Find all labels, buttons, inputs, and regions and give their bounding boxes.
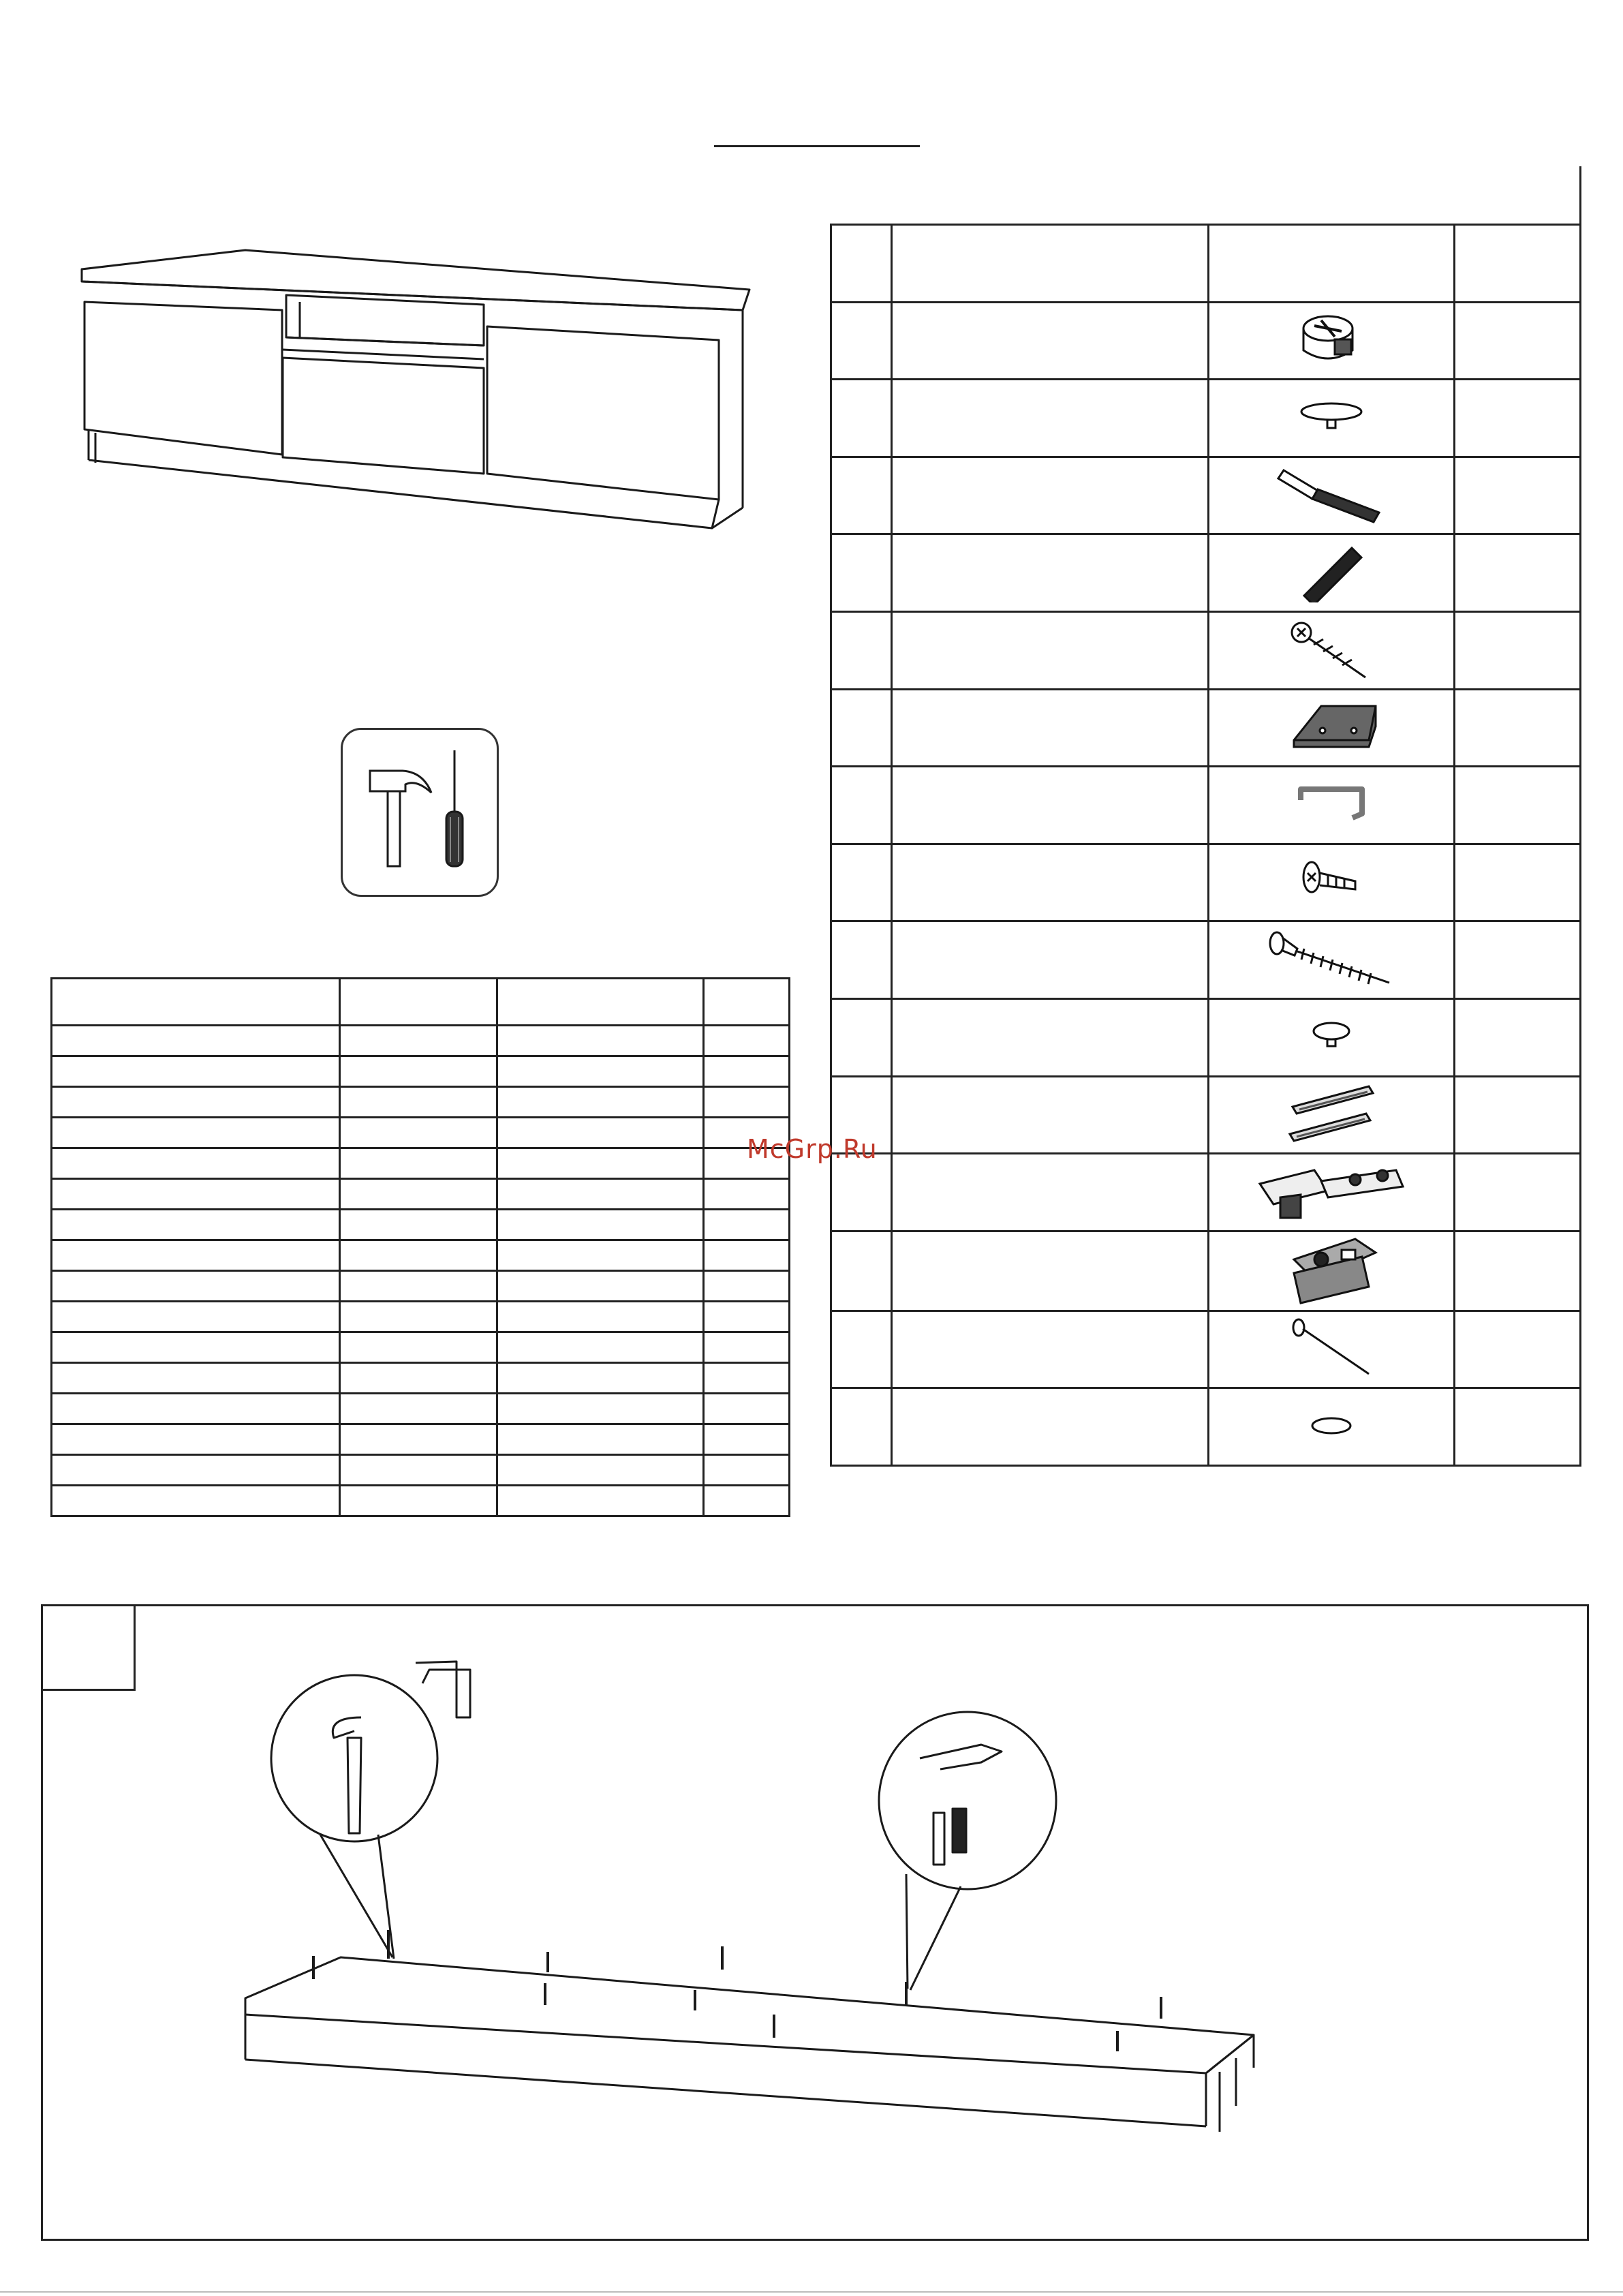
felt-pad-icon	[1304, 1412, 1359, 1439]
nail-icon	[1284, 1314, 1379, 1382]
cam-bolt-icon	[1270, 463, 1393, 525]
table-header-cell	[497, 979, 704, 1026]
fitting-row	[831, 998, 1581, 1076]
hinge-icon	[1253, 1157, 1410, 1225]
fittings-table	[830, 224, 1581, 1467]
fitting-row	[831, 1076, 1581, 1154]
hammer-icon	[370, 771, 431, 866]
allen-key-icon	[1287, 780, 1376, 827]
cam-lock-icon	[1294, 311, 1369, 368]
table-row	[52, 1302, 790, 1332]
table-row	[52, 1026, 790, 1056]
fitting-row	[831, 534, 1581, 612]
fitting-row	[831, 689, 1581, 767]
fitting-row	[831, 380, 1581, 457]
screwdriver-icon	[446, 750, 463, 866]
fitting-row	[831, 611, 1581, 689]
table-row	[52, 1210, 790, 1240]
tools-box	[341, 728, 499, 897]
table-row	[52, 1363, 790, 1394]
fitting-row	[831, 1154, 1581, 1231]
table-row	[52, 1118, 790, 1148]
table-row	[52, 1179, 790, 1210]
fitting-row	[831, 1311, 1581, 1388]
table-row	[52, 1240, 790, 1271]
fitting-row	[831, 457, 1581, 534]
long-screw-icon	[1263, 928, 1400, 990]
panels-table	[50, 977, 790, 1517]
table-row	[52, 1148, 790, 1179]
watermark: McGrp.Ru	[747, 1134, 878, 1164]
table-edge-line	[1579, 166, 1581, 225]
fitting-row	[831, 844, 1581, 921]
table-header-cell	[340, 979, 497, 1026]
fitting-row	[831, 1231, 1581, 1311]
drawer-runners-icon	[1280, 1080, 1382, 1148]
step-number-box	[41, 1604, 136, 1691]
hinge-plate-icon	[1280, 1232, 1382, 1307]
base-panel-assembly-drawing	[225, 1656, 1274, 2174]
fitting-row	[831, 767, 1581, 844]
detail-circle-left	[271, 1675, 437, 1841]
shelf-support-plate-icon	[1280, 699, 1382, 754]
table-row	[52, 1424, 790, 1455]
table-header-row	[52, 979, 790, 1026]
fitting-row	[831, 1388, 1581, 1466]
fitting-row	[831, 302, 1581, 380]
cover-cap-icon	[1294, 399, 1369, 433]
table-row	[52, 1271, 790, 1302]
detail-circle-right	[879, 1712, 1056, 1889]
title-underline	[714, 145, 920, 147]
table-row	[52, 1332, 790, 1363]
table-header-cell	[52, 979, 340, 1026]
table-row	[52, 1056, 790, 1087]
tv-cabinet-drawing	[75, 242, 756, 542]
small-cap-icon	[1304, 1019, 1359, 1053]
page-bottom-rule	[0, 2291, 1623, 2293]
table-row	[52, 1087, 790, 1118]
wooden-dowel-icon	[1290, 541, 1372, 602]
table-header-row	[831, 225, 1581, 303]
table-row	[52, 1394, 790, 1424]
table-header-cell	[704, 979, 790, 1026]
fitting-row	[831, 921, 1581, 999]
table-row	[52, 1486, 790, 1516]
short-screw-icon	[1294, 854, 1369, 908]
wood-screw-icon	[1284, 615, 1379, 683]
table-row	[52, 1455, 790, 1486]
